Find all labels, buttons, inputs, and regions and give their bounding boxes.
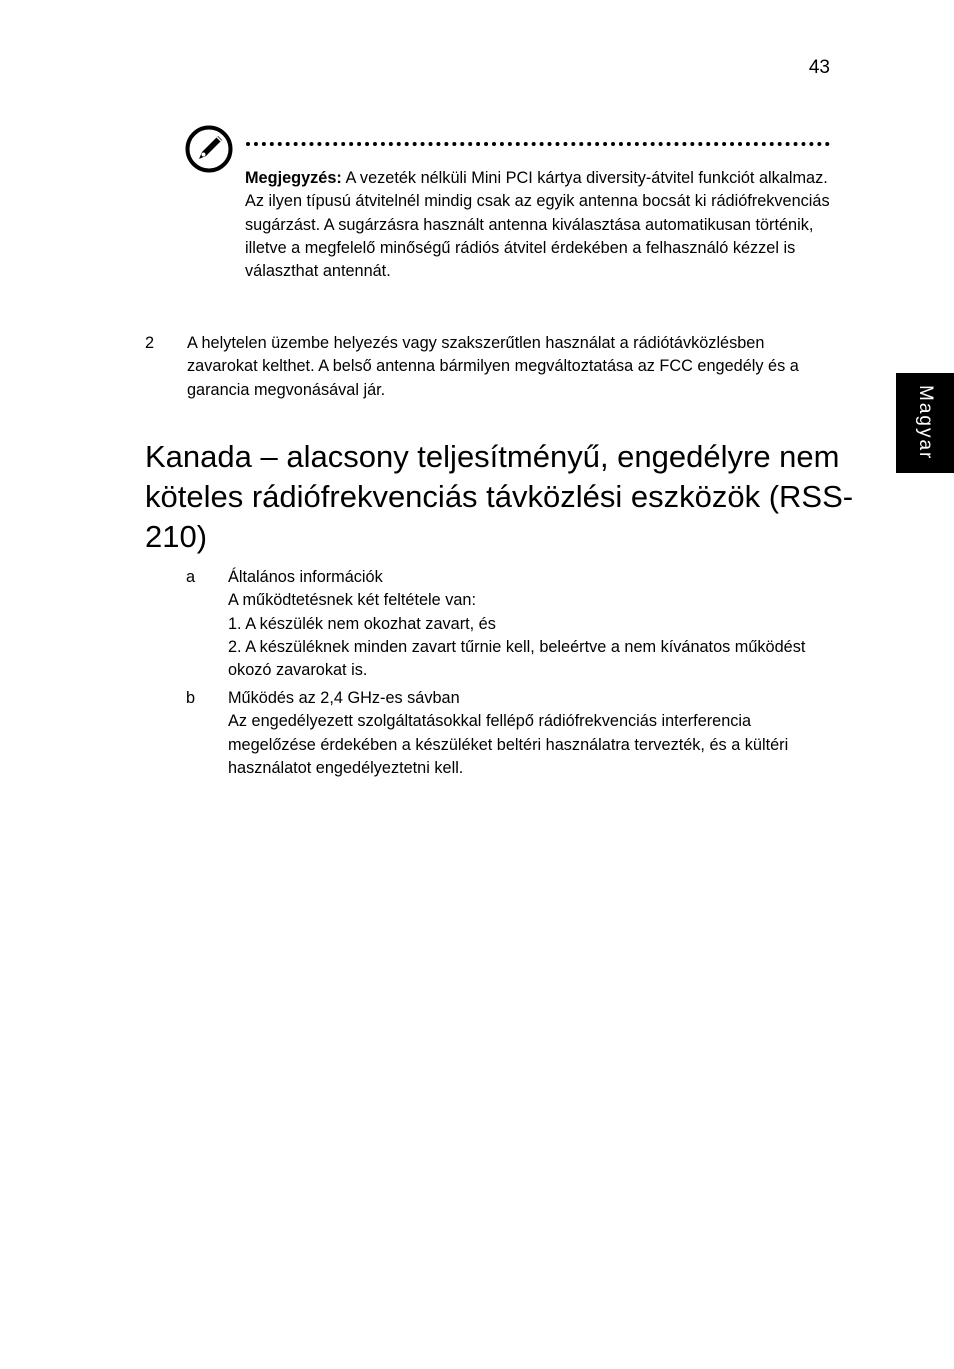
list-letter: b xyxy=(186,689,196,707)
list-item-a xyxy=(186,566,831,682)
language-tab-label: Magyar xyxy=(915,385,936,461)
list-item-b xyxy=(186,687,831,780)
list-number: 2 xyxy=(145,334,155,352)
item-title: Működés az 2,4 GHz-es sávban xyxy=(228,689,460,707)
page-number: 43 xyxy=(808,57,830,78)
list-letter: a xyxy=(186,568,196,586)
pen-note-icon xyxy=(184,124,234,174)
item-line: Az engedélyezett szolgáltatásokkal fellépő rádiófrekvenciás interferencia megelőzése érdekében a készüléket beltéri használatra tervezték, és a kültéri használatot engedélyeztetni kell. xyxy=(228,712,789,777)
item-title: Általános információk xyxy=(228,568,383,586)
note-label: Megjegyzés: xyxy=(245,169,342,187)
note-paragraph xyxy=(245,167,830,283)
section-heading: Kanada – alacsony teljesítményű, engedélyre nem köteles rádiófrekvenciás távközlési eszközök (RSS-210) xyxy=(145,439,854,554)
item-line: 1. A készülék nem okozhat zavart, és xyxy=(228,614,496,633)
numbered-list-item xyxy=(145,332,835,402)
item-line: 2. A készüléknek minden zavart tűrnie kell, beleértve a nem kívánatos működést okozó zavarokat is. xyxy=(228,637,806,680)
note-divider xyxy=(246,142,830,146)
list-item-text: A helytelen üzembe helyezés vagy szakszerűtlen használat a rádiótávközlésben zavarokat kelthet. A belső antenna bármilyen megváltoztatása az FCC engedély és a garancia megvonásával jár. xyxy=(187,334,799,399)
item-line: A működtetésnek két feltétele van: xyxy=(228,591,476,610)
note-body: A vezeték nélküli Mini PCI kártya diversity-átvitel funkciót alkalmaz. Az ilyen típusú átvitelnél mindig csak az egyik antenna bocsát ki rádiófrekvenciás sugárzást. A sugárzásra használt antenna kiválasztása automatikusan történik, illetve a megfelelő minőségű rádiós átvitel érdekében a felhasználó kézzel is választhat antennát. xyxy=(245,169,830,281)
language-tab xyxy=(896,373,954,473)
